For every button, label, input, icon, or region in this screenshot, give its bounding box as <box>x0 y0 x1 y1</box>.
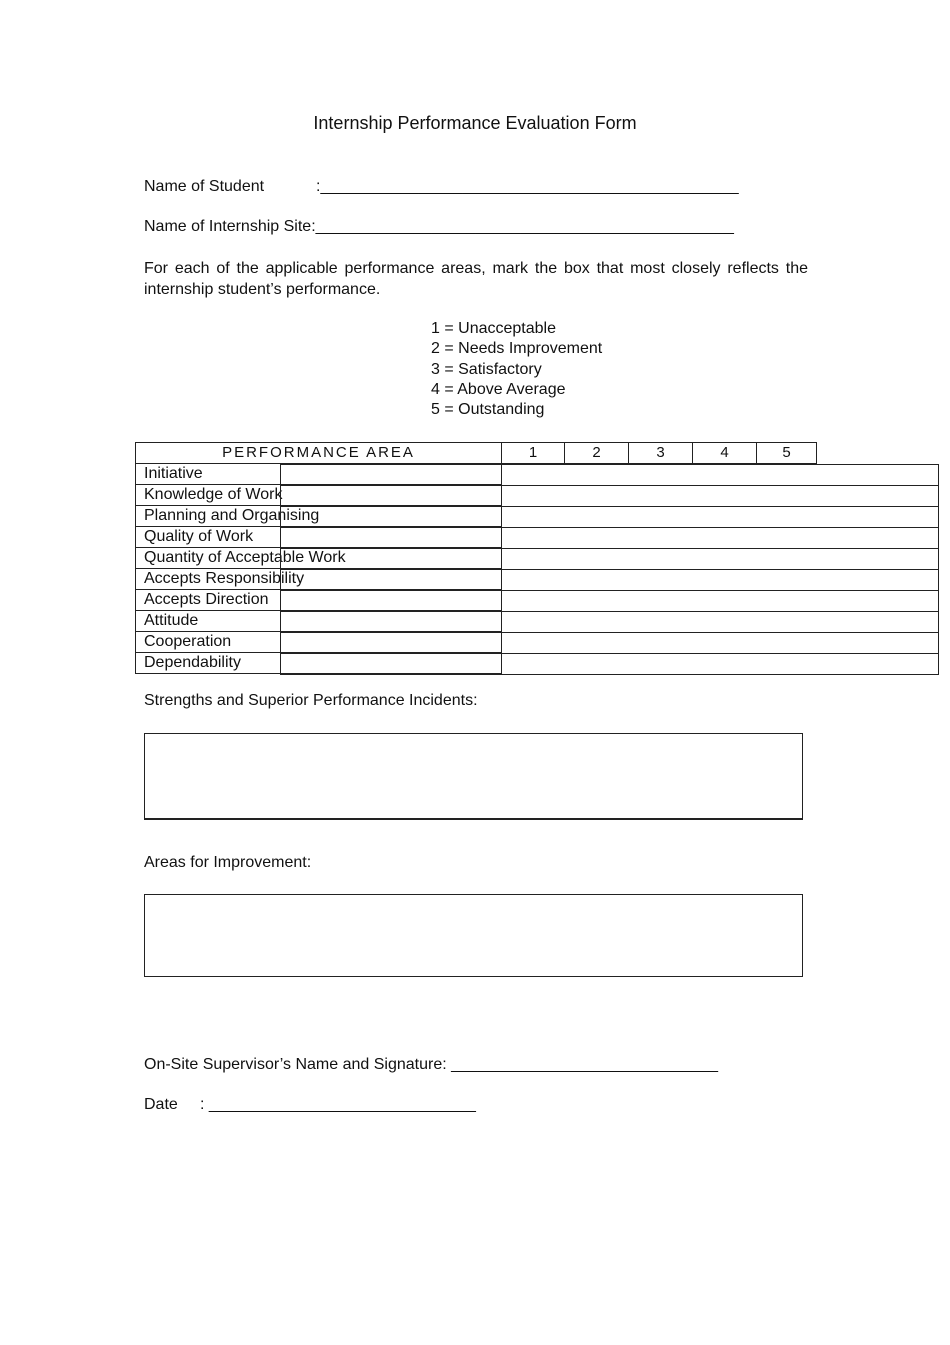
performance-area-label: Attitude <box>136 611 502 632</box>
student-name-field[interactable] <box>144 178 739 196</box>
scale-item-5: 5 = Outstanding <box>431 401 545 419</box>
internship-site-line[interactable]: :_______________________________________________ <box>311 218 734 235</box>
strengths-label: Strengths and Superior Performance Incidents: <box>144 692 478 709</box>
student-name-line[interactable]: :_______________________________________________ <box>316 178 739 195</box>
table-header-row <box>136 443 817 464</box>
scale-item-3: 3 = Satisfactory <box>431 360 542 378</box>
date-field[interactable] <box>144 1096 476 1114</box>
performance-area-label: Cooperation <box>136 632 502 653</box>
table-row <box>136 464 817 485</box>
performance-area-label: Initiative <box>136 464 502 485</box>
performance-area-label: Quality of Work <box>136 527 502 548</box>
date-line[interactable]: : ______________________________ <box>200 1096 476 1113</box>
table-row <box>136 548 817 569</box>
scale-item-4: 4 = Above Average <box>431 380 566 398</box>
improvement-label: Areas for Improvement: <box>144 854 312 871</box>
rating-box[interactable] <box>280 527 939 549</box>
table-row <box>136 485 817 506</box>
table-row <box>136 653 817 674</box>
date-label: Date <box>144 1096 178 1113</box>
rating-box[interactable] <box>280 632 939 654</box>
performance-area-label: Accepts Responsibility <box>136 569 502 590</box>
table-row <box>136 611 817 632</box>
header-rating-4: 4 <box>693 443 757 464</box>
rating-box[interactable] <box>280 569 939 591</box>
scale-item-2: 2 = Needs Improvement <box>431 340 603 358</box>
table-row <box>136 632 817 653</box>
rating-box[interactable] <box>280 653 939 675</box>
rating-box[interactable] <box>280 548 939 570</box>
scale-item-1: 1 = Unacceptable <box>431 320 556 337</box>
header-performance-area: PERFORMANCE AREA <box>136 443 502 464</box>
rating-box[interactable] <box>280 485 939 507</box>
supervisor-signature-field[interactable] <box>144 1056 718 1074</box>
performance-area-label: Accepts Direction <box>136 590 502 611</box>
improvement-textbox[interactable] <box>144 894 803 977</box>
strengths-textbox[interactable] <box>144 733 803 820</box>
student-name-label: Name of Student <box>144 178 265 195</box>
table-row <box>136 506 817 527</box>
supervisor-signature-line[interactable]: ______________________________ <box>451 1056 719 1073</box>
header-rating-5: 5 <box>757 443 817 464</box>
form-title: Internship Performance Evaluation Form <box>313 113 637 133</box>
performance-area-label: Dependability <box>136 653 502 674</box>
performance-area-label: Planning and Organising <box>136 506 502 527</box>
rating-box[interactable] <box>280 590 939 612</box>
supervisor-signature-label: On-Site Supervisor’s Name and Signature: <box>144 1056 447 1073</box>
table-row <box>136 569 817 590</box>
table-row <box>136 590 817 611</box>
table-row <box>136 527 817 548</box>
rating-box[interactable] <box>280 464 939 486</box>
performance-area-label: Knowledge of Work <box>136 485 502 506</box>
internship-site-label: Name of Internship Site <box>144 218 312 235</box>
header-rating-3: 3 <box>629 443 693 464</box>
performance-table <box>135 442 817 674</box>
rating-box[interactable] <box>280 506 939 528</box>
header-rating-2: 2 <box>565 443 629 464</box>
header-rating-1: 1 <box>502 443 565 464</box>
rating-box[interactable] <box>280 611 939 633</box>
performance-area-label: Quantity of Acceptable Work <box>136 548 502 569</box>
rating-scale <box>431 319 602 420</box>
instructions: For each of the applicable performance areas, mark the box that most closely reflects the internship student’s performance. <box>144 260 808 298</box>
internship-site-field[interactable] <box>144 218 734 236</box>
